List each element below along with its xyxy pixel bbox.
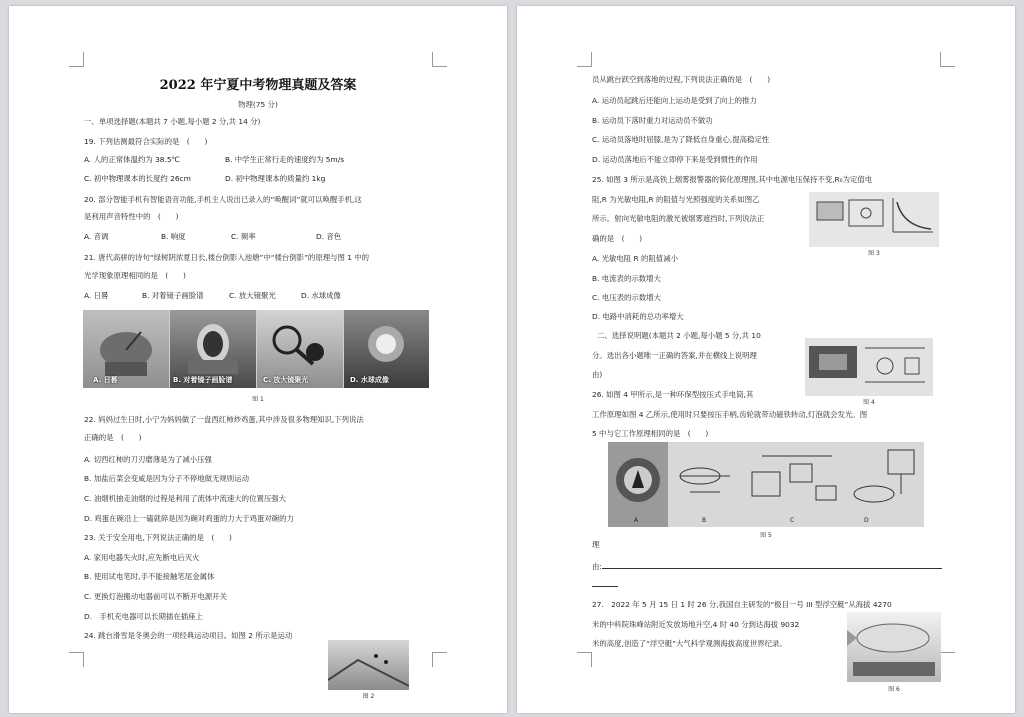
document-page-right [517, 6, 1015, 713]
section-heading-2: 二、选择说明题(本题共 2 小题,每小题 5 分,共 10 [597, 331, 761, 340]
q22-option-c: C. 油烟机抽走油烟的过程是利用了流体中流速大的位置压强大 [84, 494, 287, 503]
fig5-label-b: B [702, 517, 707, 524]
option-a: A. 日晷 [84, 291, 109, 300]
crop-mark [940, 52, 955, 67]
figure-3-caption: 图 3 [868, 250, 880, 257]
reason-prefix: 由: [592, 562, 602, 571]
fig5-label-a: A [634, 517, 639, 524]
airship-icon [847, 612, 941, 682]
question-22-cont: 正确的是 ( ) [84, 433, 142, 442]
figure-2 [328, 640, 409, 690]
question-20: 20. 部分智能手机有智能语音功能,手机主人说出已录入的“唤醒词”就可以唤醒手机,这 [84, 195, 362, 204]
fig5-label-d: D [864, 517, 869, 524]
answer-blank-cont[interactable] [592, 586, 618, 587]
figure-4-caption: 图 4 [863, 399, 875, 406]
q25-option-d: D. 电路中消耗的总功率增大 [592, 312, 684, 321]
figure-6 [847, 612, 941, 682]
question-27-cont1: 米的中科院珠峰站附近发放场地升空,4 时 40 分到达海拔 9032 [592, 620, 800, 629]
option-c: C. 放大镜聚光 [229, 291, 276, 300]
question-20-cont: 是利用声音特性中的 ( ) [84, 212, 179, 221]
magnifier-photo [257, 310, 343, 388]
option-b: B. 中学生正常行走的速度约为 5m/s [225, 155, 345, 164]
reason-label: 理 [592, 540, 600, 549]
q23-option-b: B. 使用试电笔时,手不能接触笔尾金属体 [84, 572, 215, 581]
figure-1 [83, 310, 429, 388]
flashlight-diagram-icon [805, 338, 933, 396]
figure-4 [805, 338, 933, 396]
question-26-cont1: 工作原理如图 4 乙所示,使用时只要按压手柄,齿轮就带动磁铁转动,灯泡就会发光。图 [592, 410, 868, 419]
section-heading-2-cont2: 由) [592, 370, 603, 379]
question-27: 27. 2022 年 5 月 15 日 1 时 26 分,我国自主研发的“极目一号 III 型浮空艇”从海拔 4270 [592, 600, 892, 609]
mirror-face-photo [170, 310, 256, 388]
fig1-label-d: D. 水球成像 [350, 376, 389, 384]
question-26-cont2: 5 中与它工作原理相同的是 ( ) [592, 429, 709, 438]
fig1-label-b: B. 对着镜子画脸谱 [173, 376, 233, 384]
question-25-cont2: 所示。射向光敏电阻的激光被烟雾遮挡时,下列说法正 [592, 214, 765, 223]
question-24-cont: 员从跳台跃空到落地的过程,下列说法正确的是 ( ) [592, 75, 771, 84]
option-b: B. 响度 [161, 232, 186, 241]
fig5-panel-d [844, 442, 924, 527]
q19-options-row1 [84, 155, 344, 165]
page-title: 2022 年宁夏中考物理真题及答案 [159, 78, 357, 93]
question-24: 24. 跳台滑雪是冬奥会的一项经典运动项目。如图 2 所示是运动 [84, 631, 293, 640]
fig5-label-c: C [790, 517, 795, 524]
q22-option-a: A. 切西红柿的刀刃磨薄是为了减小压强 [84, 455, 212, 464]
option-c: C. 初中物理课本的长度约 26cm [84, 174, 191, 183]
ski-jump-icon [328, 640, 409, 690]
question-25-cont1: 阻,R 为光敏电阻,R 的阻值与光照强度的关系如图乙 [592, 195, 760, 204]
fig1-label-a: A. 日晷 [93, 376, 118, 384]
q25-option-a: A. 光敏电阻 R 的阻值减小 [592, 254, 678, 263]
q22-option-d: D. 鸡蛋在碗沿上一磕就碎是因为碗对鸡蛋的力大于鸡蛋对碗的力 [84, 514, 294, 523]
q23-option-a: A. 家用电器失火时,应先断电后灭火 [84, 553, 200, 562]
figure-2-caption: 图 2 [362, 693, 375, 700]
figure-6-caption: 图 6 [888, 686, 900, 693]
option-a: A. 人的正常体温约为 38.5℃ [84, 155, 180, 164]
option-d: D. 音色 [316, 232, 342, 241]
fig5-panel-a [608, 442, 668, 527]
q24-option-c: C. 运动员落地时屈膝,是为了降低自身重心,提高稳定性 [592, 135, 770, 144]
crop-mark [940, 652, 955, 667]
electromagnet-icon [670, 442, 740, 527]
question-22: 22. 妈妈过生日时,小宁为妈妈做了一盘西红柿炒鸡蛋,其中涉及很多物理知识,下列说法 [84, 415, 364, 424]
crop-mark [577, 652, 592, 667]
crop-mark [432, 52, 447, 67]
section-heading: 一、单项选择题(本题共 7 小题,每小题 2 分,共 14 分) [84, 117, 261, 126]
crop-mark [69, 52, 84, 67]
q19-options-row2 [84, 174, 325, 184]
question-26: 26. 如图 4 甲所示,是一种环保型按压式手电筒,其 [592, 390, 754, 399]
option-a: A. 音调 [84, 232, 109, 241]
document-page-left [9, 6, 507, 713]
question-21: 21. 唐代高骈的诗句“绿树阴浓夏日长,楼台倒影入池塘”中“楼台倒影”的原理与图 1 中的 [84, 253, 370, 262]
crop-mark [69, 652, 84, 667]
figure-5-caption: 图 5 [760, 532, 772, 539]
figure-3 [809, 192, 939, 247]
section-heading-2-cont1: 分。选出各小题唯一正确的答案,并在横线上说明理 [592, 351, 757, 360]
question-27-cont2: 米的高度,创造了“浮空艇”大气科学观测海拔高度世界纪录。 [592, 639, 787, 648]
reason-label-cont [592, 561, 942, 572]
compass-icon [608, 442, 668, 527]
circuit-diagram-icon [809, 192, 939, 247]
figure-1-caption: 图 1 [252, 396, 264, 403]
figure-5 [608, 442, 924, 527]
option-d: D. 水球成像 [301, 291, 341, 300]
question-21-cont: 光学现象原理相同的是 ( ) [84, 271, 186, 280]
question-25-cont3: 确的是 ( ) [592, 234, 643, 243]
fig5-panel-c [742, 442, 842, 527]
water-ball-photo [344, 310, 429, 388]
question-23: 23. 关于安全用电,下列说法正确的是 ( ) [84, 533, 232, 542]
q24-option-a: A. 运动员起跳后还能向上运动是受到了向上的推力 [592, 96, 757, 105]
question-19: 19. 下列估测最符合实际的是 ( ) [84, 137, 208, 146]
q22-option-b: B. 加盐后菜会变咸是因为分子不停地做无规则运动 [84, 474, 249, 483]
q25-option-c: C. 电压表的示数增大 [592, 293, 661, 302]
crop-mark [577, 52, 592, 67]
q24-option-d: D. 运动员落地后不能立即停下来是受到惯性的作用 [592, 155, 758, 164]
option-d: D. 初中物理课本的质量约 1kg [225, 174, 326, 183]
generator-diagram-icon [844, 442, 924, 527]
q24-option-b: B. 运动员下落时重力对运动员不做功 [592, 116, 713, 125]
q25-option-b: B. 电流表的示数增大 [592, 274, 661, 283]
option-c: C. 频率 [231, 232, 256, 241]
q23-option-c: C. 更换灯泡搬动电器前可以不断开电源开关 [84, 592, 227, 601]
fig1-label-c: C. 放大镜聚光 [263, 376, 309, 384]
sundial-photo [83, 310, 169, 388]
question-25: 25. 如图 3 所示是高铁上烟雾报警器的简化原理图,其中电源电压保持不变,R₀为定值电 [592, 175, 873, 184]
q21-options [84, 291, 341, 301]
page-subtitle: 物理(75 分) [238, 100, 278, 109]
option-b: B. 对着镜子画脸谱 [142, 291, 204, 300]
answer-blank[interactable] [602, 561, 942, 569]
fig5-panel-b [670, 442, 740, 527]
motor-diagram-icon [742, 442, 842, 527]
q23-option-d: D. 手机充电器可以长期插在插座上 [84, 612, 203, 621]
crop-mark [432, 652, 447, 667]
q20-options [84, 232, 341, 242]
